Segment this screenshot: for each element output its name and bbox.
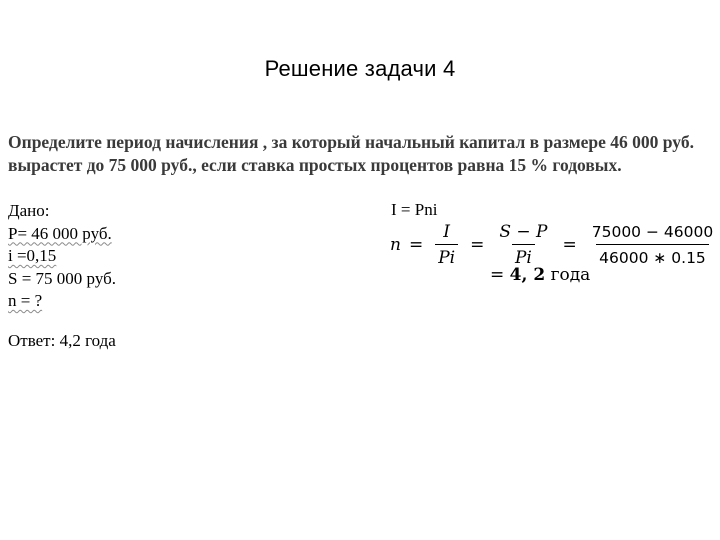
given-principal: P= 46 000 руб. [8,223,112,243]
formula-n: n [390,235,401,255]
fraction-2-numerator: S − P [499,222,548,242]
fraction-1-denominator: Pi [435,244,458,269]
fraction-2-denominator: Pi [512,244,535,269]
slide-title: Решение задачи 4 [264,56,456,81]
fraction-1-numerator: I [443,222,450,242]
answer: Ответ: 4,2 года [8,331,116,350]
result-equals: = [490,265,505,285]
fraction-numeric [589,221,716,269]
result-unit: года [550,265,591,285]
formula-equals-3: = [562,235,577,255]
problem-line-1: Определите период начисления , за который начальный капитал в размере 46 000 руб. [8,132,694,152]
problem-statement [8,131,718,177]
fraction-3-numerator: 75000 − 46000 [591,223,714,241]
given-unknown: n = ? [8,291,43,310]
fraction-3-denominator: 46000 ∗ 0.15 [596,244,709,269]
given-block [8,200,116,313]
given-rate: i =0,15 [8,246,57,265]
fraction-s-minus-p-over-pi [496,221,550,269]
fraction-i-over-pi [435,221,458,269]
formula-result [490,265,590,285]
result-value: 4, 2 [509,265,546,285]
given-sum: S = 75 000 руб. [8,268,116,288]
problem-line-2: вырастет до 75 000 руб., если ставка простых процентов равна 15 % годовых. [8,155,622,175]
given-heading: Дано: [8,201,50,220]
formula-equals-2: = [470,235,485,255]
formula-equals-1: = [408,235,424,255]
interest-formula: I = Pni [391,200,438,219]
